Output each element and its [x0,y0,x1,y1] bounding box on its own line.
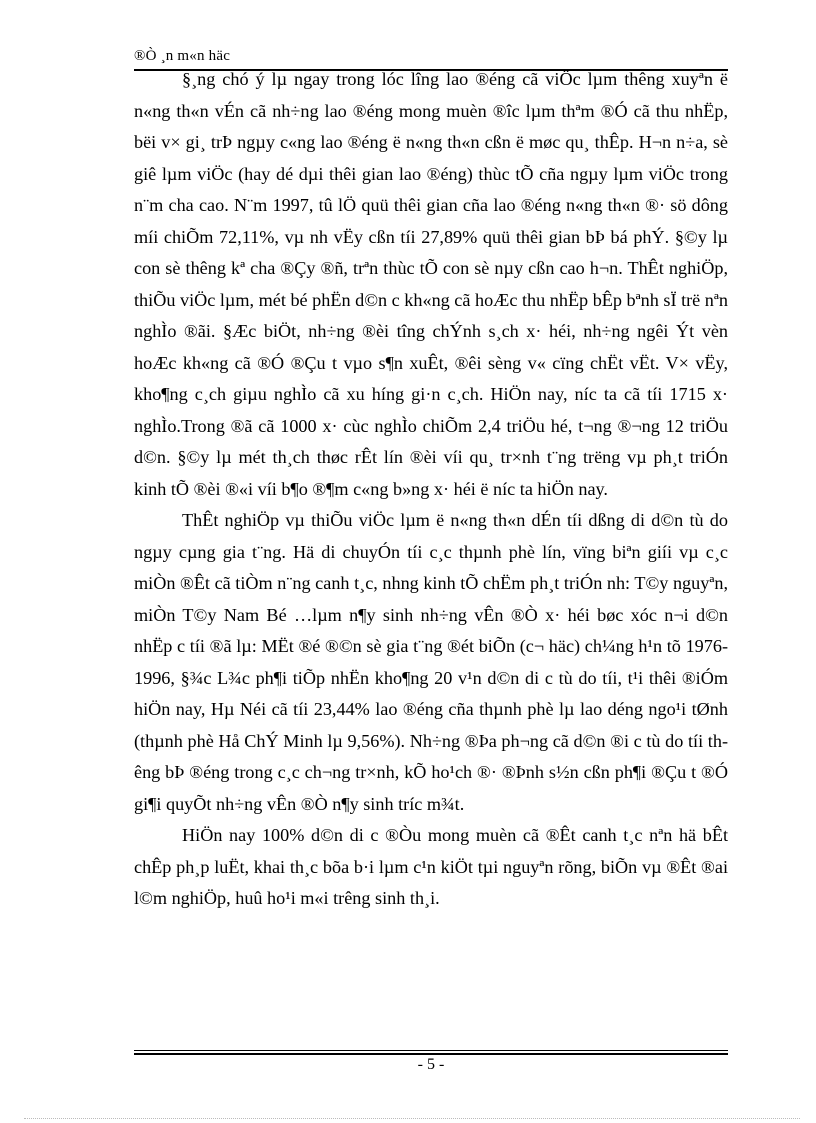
paragraph-1: §¸ng chó ý lµ ngay trong lóc lîng lao ®éng cã viÖc lµm thêng xuyªn ë n«ng th«n vÉn cã nh÷ng lao ®éng mong muèn ®îc lµm thªm ®Ó cã thu nhËp, bëi v× gi¸ trÞ ngµy c«ng lao ®éng ë n«ng th«n cßn ë møc qu¸ thÊp. H¬n n÷a, sè giê lµm viÖc (hay dé dµi thêi gian lao ®éng) thùc tÕ cña ngµy lµm viÖc trong n¨m cha cao. N¨m 1997, tû lÖ quü thêi gian cña lao ®éng n«ng th«n ®· sö dông míi chiÕm 72,11%, vµ nh vËy cßn tíi 27,89% quü thêi gian bÞ bá phÝ. §©y lµ con sè thêng kª cha ®Çy ®ñ, trªn thùc tÕ con sè nµy cßn cao h¬n. ThÊt nghiÖp, thiÕu viÖc lµm, mét bé phËn d©n c kh«ng cã hoÆc thu nhËp bÊp bªnh sÏ trë nªn nghÌo ®ãi. §Æc biÖt, nh÷ng ®èi tîng chÝnh s¸ch x· héi, nh÷ng ngêi Ýt vèn hoÆc kh«ng cã ®Ó ®Çu t vµo s¶n xuÊt, ®êi sèng v« cïng chËt vËt. V× vËy, kho¶ng c¸ch giµu nghÌo cã xu híng gi·n c¸ch. HiÖn nay, níc ta cã tíi 1715 x· nghÌo.Trong ®ã cã 1000 x· cùc nghÌo chiÕm 2,4 triÖu hé, t¬ng ®¬ng 12 triÖu d©n. §©y lµ mét th¸ch thøc rÊt lín ®èi víi qu¸ tr×nh t¨ng trëng vµ ph¸t triÓn kinh tÕ ®èi ®«i víi b¶o ®¶m c«ng b»ng x· héi ë níc ta hiÖn nay. [134,69,729,499]
paragraph-2: ThÊt nghiÖp vµ thiÕu viÖc lµm ë n«ng th«n dÉn tíi dßng di d©n tù do ngµy cµng gia t¨ng. Hä di chuyÓn tíi c¸c thµnh phè lín, vïng biªn giíi vµ c¸c miÒn ®Êt cã tiÒm n¨ng canh t¸c, nhng kinh tÕ chËm ph¸t triÓn nh: T©y nguyªn, miÒn T©y Nam Bé …lµm n¶y sinh nh÷ng vÊn ®Ò x· héi bøc xóc n¬i d©n nhËp c tíi ®ã lµ: MËt ®é ®©n sè gia t¨ng ®ét biÕn (c¬ häc) ch¼ng h¹n tõ 1976-1996, §¾c L¾c ph¶i tiÕp nhËn kho¶ng 20 v¹n d©n di c tù do tíi, t¹i thêi ®iÓm hiÖn nay, Hµ Néi cã tíi 23,44% lao ®éng cña thµnh phè lµ lao déng ngo¹i tØnh (thµnh phè Hå ChÝ Minh lµ 9,56%). Nh÷ng ®Þa ph¬ng cã d©n ®i c tù do tíi thêng bÞ ®éng trong c¸c ch¬ng tr×nh, kÕ ho¹ch ®· ®Þnh s½n cßn ph¶i ®Çu t ®Ó gi¶i quyÕt nh÷ng vÊn ®Ò n¶y sinh tríc m¾t. [134,510,728,814]
footer-rule-bottom [134,1053,728,1055]
body-text [134,64,728,915]
page-header: ®Ò ¸n m«n häc [134,48,231,64]
footer-rule-top [134,1050,728,1051]
page-bottom-border [24,1118,800,1119]
page-number: - 5 - [417,1056,445,1073]
paragraph-3: HiÖn nay 100% d©n di c ®Òu mong muèn cã ®Êt canh t¸c nªn hä bÊt chÊp ph¸p luËt, khai th¸c bõa b·i lµm c¹n kiÖt tµi nguyªn rõng, biÕn vµ ®Êt ®ai l©m nghiÖp, huû ho¹i m«i trêng sinh th¸i. [134,825,728,908]
